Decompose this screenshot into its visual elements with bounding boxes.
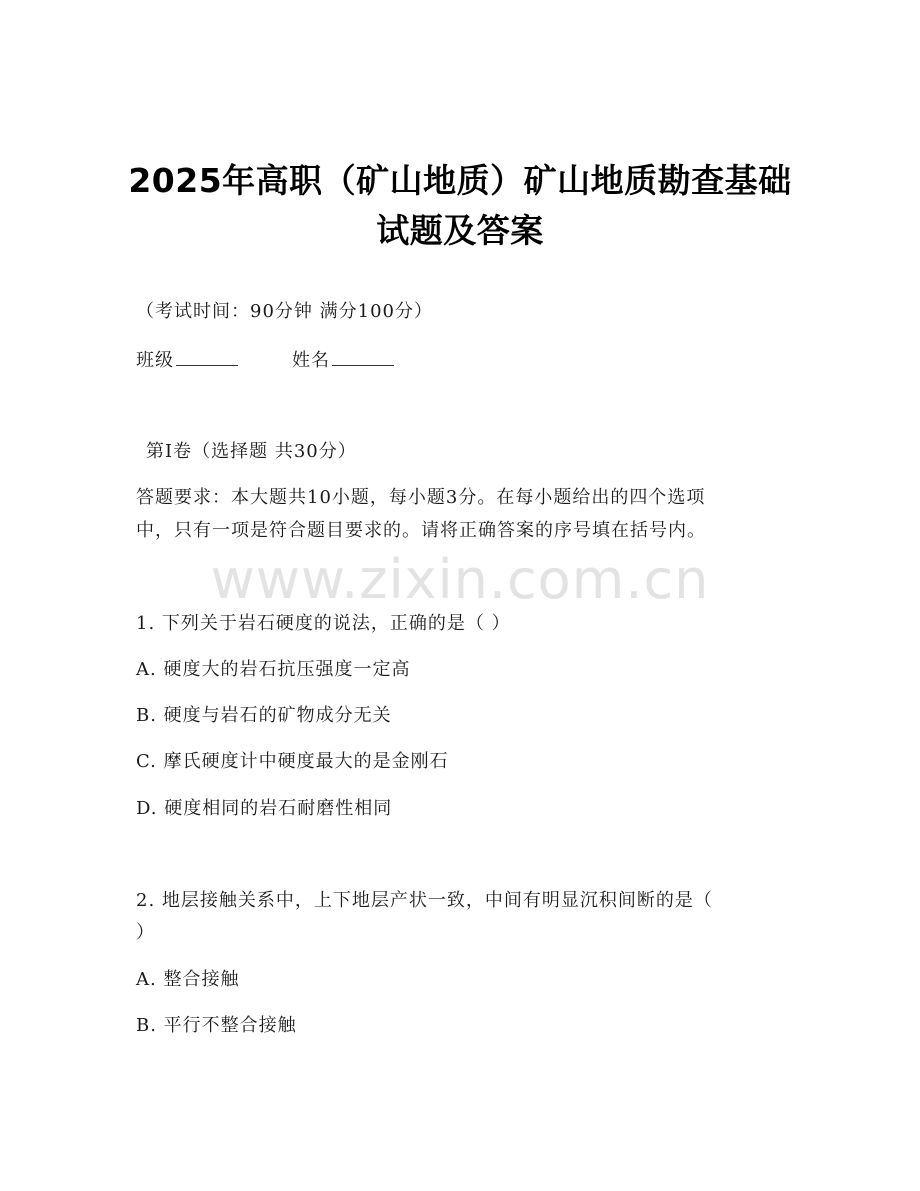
- class-label: 班级: [136, 350, 174, 371]
- question-2-stem-line-1: 2. 地层接触关系中，上下地层产状一致，中间有明显沉积间断的是（: [136, 890, 713, 911]
- instructions-line-2: 中，只有一项是符合题目要求的。请将正确答案的序号填在括号内。: [136, 520, 706, 541]
- question-2-option-a: A. 整合接触: [136, 969, 240, 990]
- document-title-line-2: 试题及答案: [376, 211, 544, 250]
- question-1-option-b: B. 硬度与岩石的矿物成分无关: [136, 705, 392, 726]
- question-2-option-b: B. 平行不整合接触: [136, 1015, 297, 1036]
- exam-info: （考试时间：90分钟 满分100分）: [136, 301, 433, 322]
- name-blank: [332, 347, 394, 366]
- watermark: www.zixin.com.cn: [210, 548, 710, 611]
- class-blank: [176, 347, 238, 366]
- student-info-row: [136, 346, 394, 376]
- question-1-option-d: D. 硬度相同的岩石耐磨性相同: [136, 798, 393, 819]
- instructions-line-1: 答题要求：本大题共10小题，每小题3分。在每小题给出的四个选项: [136, 487, 706, 508]
- question-1-option-a: A. 硬度大的岩石抗压强度一定高: [136, 659, 411, 680]
- section-title: 第I卷（选择题 共30分）: [146, 441, 357, 462]
- question-2-stem-line-2: ）: [136, 922, 155, 943]
- name-label: 姓名: [292, 350, 330, 371]
- question-1-option-c: C. 摩氏硬度计中硬度最大的是金刚石: [136, 751, 449, 772]
- question-1-stem: 1. 下列关于岩石硬度的说法，正确的是（ ）: [136, 613, 511, 634]
- document-title-line-1: 2025年高职（矿山地质）矿山地质勘查基础: [128, 161, 792, 200]
